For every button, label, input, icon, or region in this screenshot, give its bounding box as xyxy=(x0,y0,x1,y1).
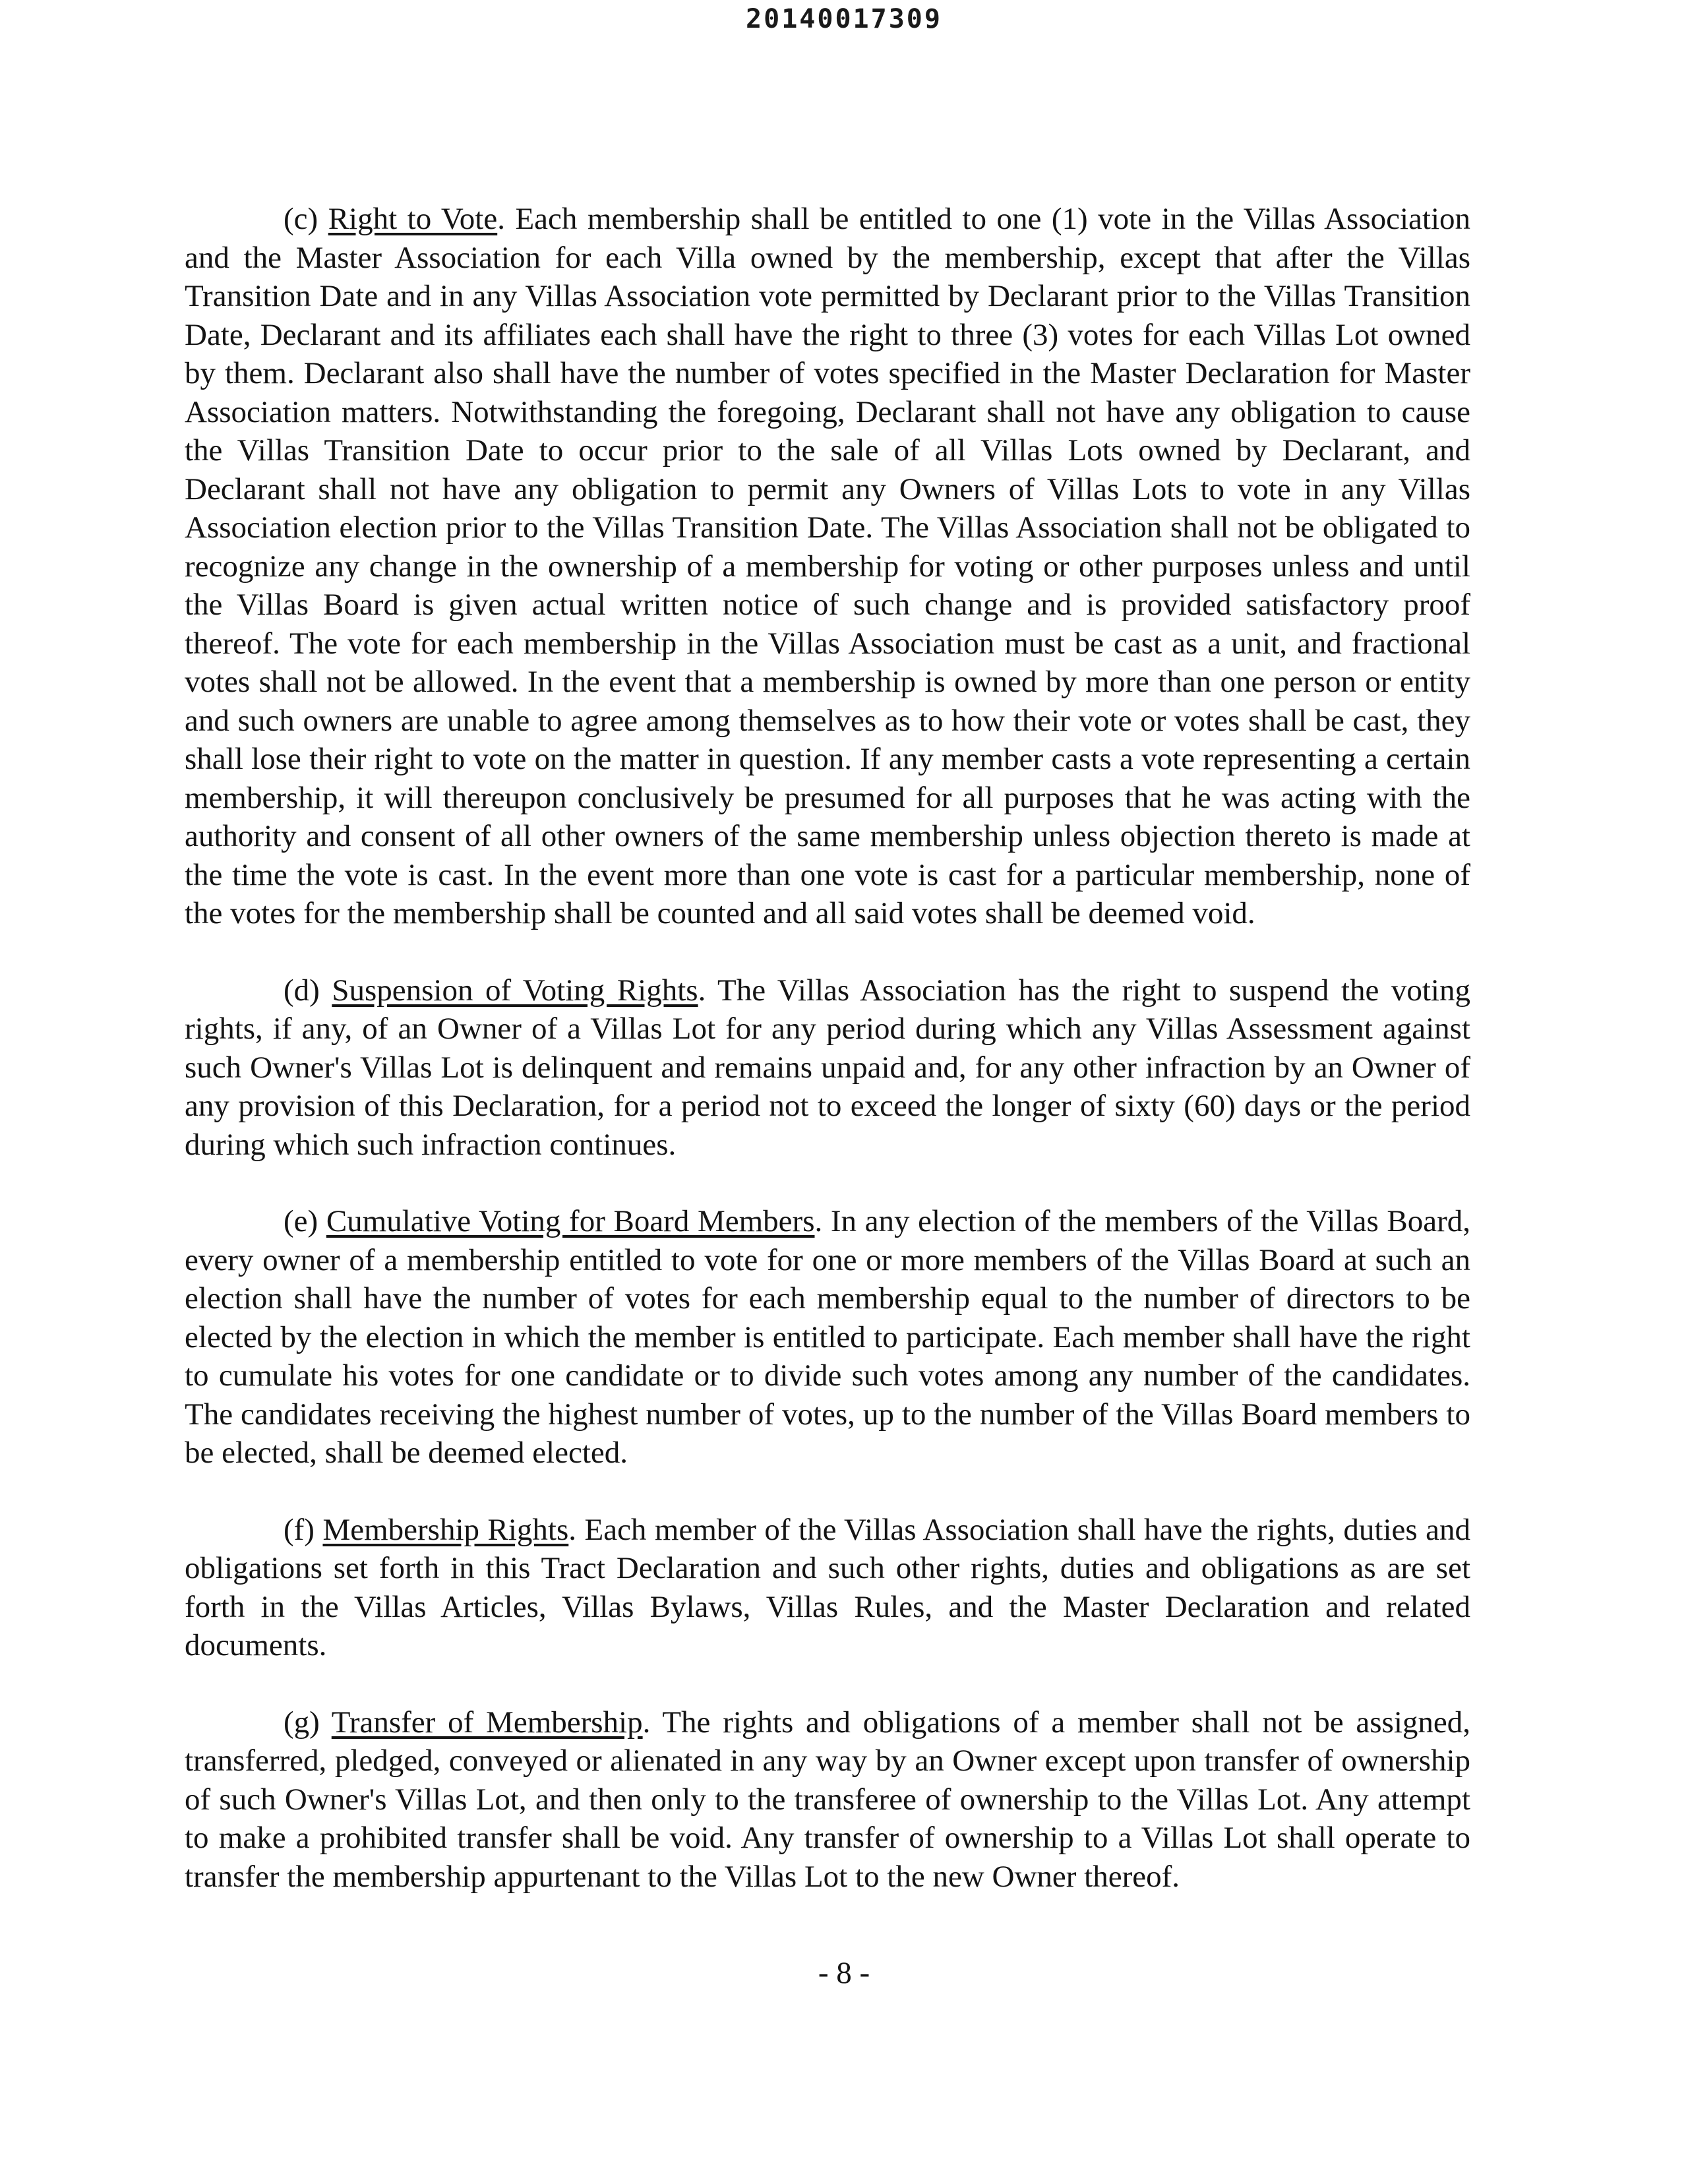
section-g-heading: Transfer of Membership xyxy=(331,1705,643,1740)
section-e-label: (e) xyxy=(284,1204,318,1238)
section-c-text: Each membership shall be entitled to one (1) vote in the Villas Association and the Master Association for each Villa owned by the membership, except that after the Villas Transition Date and in any Villas Association vote permitted by Declarant prior to the Villas Transition Date, Declarant and its affiliates each shall have the right to three (3) votes for each Villas Lot owned by them. Declarant also shall have the number of votes specified in the Master Declaration for Master Association matters. Notwithstanding the foregoing, Declarant shall not have any obligation to cause the Villas Transition Date to occur prior to the sale of all Villas Lots owned by Declarant, and Declarant shall not have any obligation to permit any Owners of Villas Lots to vote in any Villas Association election prior to the Villas Transition Date. The Villas Association shall not be obligated to recognize any change in the ownership of a membership for voting or other purposes unless and until the Villas Board is given actual written notice of such change and is provided satisfactory proof thereof. The vote for each membership in the Villas Association must be cast as a unit, and fractional votes shall not be allowed. In the event that a membership is owned by more than one person or entity and such owners are unable to agree among themselves as to how their vote or votes shall be cast, they shall lose their right to vote on the matter in question. If any member casts a vote representing a certain membership, it will thereupon conclusively be presumed for all purposes that he was acting with the authority and consent of all other owners of the same membership unless objection thereto is made at the time the vote is cast. In the event more than one vote is cast for a particular membership, none of the votes for the membership shall be counted and all said votes shall be deemed void. xyxy=(185,202,1471,930)
section-d-text: The Villas Association has the right to suspend the voting rights, if any, of an Owner of a Villas Lot for any period during which any Villas Assessment against such Owner's Villas Lot is delinquent and remains unpaid and, for any other infraction by an Owner of any provision of this Declaration, for a period not to exceed the longer of sixty (60) days or the period during which such infraction continues. xyxy=(185,973,1470,1162)
section-c-paragraph: (c) Right to Vote. Each membership shall be entitled to one (1) vote in the Villas Association and the Master Association for each Villa owned by the membership, except that after the Villas Transition Date and in any Villas Association vote permitted by Declarant prior to the Villas Transition Date, Declarant and its affiliates each shall have the right to three (3) votes for each Villas Lot owned by them. Declarant also shall have the number of votes specified in the Master Declaration for Master Association matters. Notwithstanding the foregoing, Declarant shall not have any obligation to cause the Villas Transition Date to occur prior to the sale of all Villas Lots owned by Declarant, and Declarant shall not have any obligation to permit any Owners of Villas Lots to vote in any Villas Association election prior to the Villas Transition Date. The Villas Association shall not be obligated to recognize any change in the ownership of a membership for voting or other purposes unless and until the Villas Board is given actual written notice of such change and is provided satisfactory proof thereof. The vote for each membership in the Villas Association must be cast as a unit, and fractional votes shall not be allowed. In the event that a membership is owned by more than one person or entity and such owners are unable to agree among themselves as to how their vote or votes shall be cast, they shall lose their right to vote on the matter in question. If any member casts a vote representing a certain membership, it will thereupon conclusively be presumed for all purposes that he was acting with the authority and consent of all other owners of the same membership unless objection thereto is made at the time the vote is cast. In the event more than one vote is cast for a particular membership, none of the votes for the membership shall be counted and all said votes shall be deemed void. xyxy=(185,202,1471,930)
section-c-label: (c) xyxy=(284,202,318,236)
section-d-paragraph: (d) Suspension of Voting Rights. The Villas Association has the right to suspend the voting rights, if any, of an Owner of a Villas Lot for any period during which any Villas Assessment against such Owner's Villas Lot is delinquent and remains unpaid and, for any other infraction by an Owner of any provision of this Declaration, for a period not to exceed the longer of sixty (60) days or the period during which such infraction continues. xyxy=(185,973,1470,1162)
section-g-paragraph: (g) Transfer of Membership. The rights and obligations of a member shall not be assigned, transferred, pledged, conveyed or alienated in any way by an Owner except upon transfer of ownership of such Owner's Villas Lot, and then only to the transferee of ownership to the Villas Lot. Any attempt to make a prohibited transfer shall be void. Any transfer of ownership to a Villas Lot shall operate to transfer the membership appurtenant to the Villas Lot to the new Owner thereof. xyxy=(185,1705,1471,1894)
section-e-heading: Cumulative Voting for Board Members xyxy=(326,1204,815,1238)
section-d-label: (d) xyxy=(284,973,320,1008)
section-g-text: The rights and obligations of a member shall not be assigned, transferred, pledged, conveyed or alienated in any way by an Owner except upon transfer of ownership of such Owner's Villas Lot, and then only to the transferee of ownership to the Villas Lot. Any attempt to make a prohibited transfer shall be void. Any transfer of ownership to a Villas Lot shall operate to transfer the membership appurtenant to the Villas Lot to the new Owner thereof. xyxy=(185,1705,1471,1894)
section-f-label: (f) xyxy=(284,1512,315,1547)
document-number: 20140017309 xyxy=(746,4,942,34)
section-d-heading: Suspension of Voting Rights xyxy=(332,973,698,1008)
page-body xyxy=(185,200,1470,1934)
section-f-text: Each member of the Villas Association shall have the rights, duties and obligations set forth in this Tract Declaration and such other rights, duties and obligations as are set forth in the Villas Articles, Villas Bylaws, Villas Rules, and the Master Declaration and related documents. xyxy=(185,1512,1471,1662)
section-f-paragraph: (f) Membership Rights. Each member of the Villas Association shall have the rights, duties and obligations set forth in this Tract Declaration and such other rights, duties and obligations as are set forth in the Villas Articles, Villas Bylaws, Villas Rules, and the Master Declaration and related documents. xyxy=(185,1512,1471,1662)
section-c-heading: Right to Vote xyxy=(328,202,498,236)
section-g-label: (g) xyxy=(284,1705,320,1740)
section-e-text: In any election of the members of the Villas Board, every owner of a membership entitled to vote for one or more members of the Villas Board at such an election shall have the number of votes for each membership equal to the number of directors to be elected by the election in which the member is entitled to participate. Each member shall have the right to cumulate his votes for one candidate or to divide such votes among any number of the candidates. The candidates receiving the highest number of votes, up to the number of the Villas Board members to be elected, shall be deemed elected. xyxy=(185,1204,1470,1470)
section-f-heading: Membership Rights xyxy=(322,1512,569,1547)
page-number: - 8 - xyxy=(818,1956,870,1990)
section-e-paragraph: (e) Cumulative Voting for Board Members. In any election of the members of the Villas Board, every owner of a membership entitled to vote for one or more members of the Villas Board at such an election shall have the number of votes for each membership equal to the number of directors to be elected by the election in which the member is entitled to participate. Each member shall have the right to cumulate his votes for one candidate or to divide such votes among any number of the candidates. The candidates receiving the highest number of votes, up to the number of the Villas Board members to be elected, shall be deemed elected. xyxy=(185,1204,1470,1470)
